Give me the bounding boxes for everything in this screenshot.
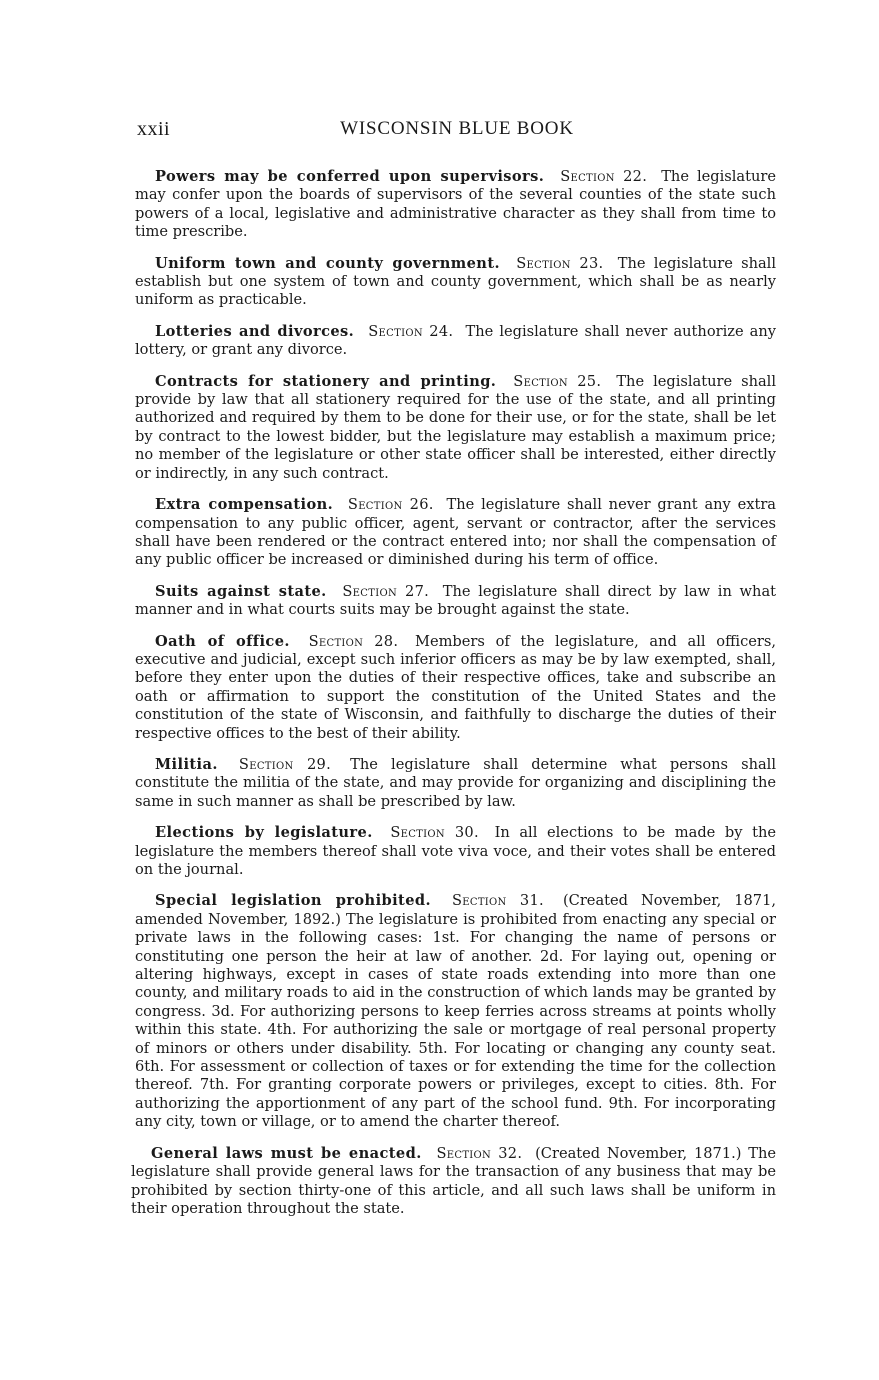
section-number: Section 26. xyxy=(347,496,434,514)
section-23 xyxy=(135,255,776,310)
section-text: The legislature shall direct by law in what manner and in what courts suits may be brought against the state. xyxy=(135,582,777,619)
section-25 xyxy=(135,373,776,483)
section-text: The legislature shall never grant any extra compensation to any public officer, agent, servant or contractor, after the services shall have been rendered or the contract entered into; nor shall the compensation of any public officer be increased or diminished during his term of office. xyxy=(135,496,777,569)
section-24 xyxy=(135,323,776,360)
section-heading: Extra compensation. xyxy=(155,496,334,514)
section-number: Section 30. xyxy=(390,824,479,842)
section-heading: Suits against state. xyxy=(155,582,327,600)
section-26 xyxy=(135,496,776,570)
page-number: xxii xyxy=(137,118,171,140)
section-text: The legislature shall determine what persons shall constitute the militia of the state, and may provide for organizing and disciplining the same in such manner as shall be prescribed by law. xyxy=(135,755,777,810)
section-text: The legislature shall establish but one system of town and county government, which shall be as nearly uniform as practicable. xyxy=(135,254,777,309)
section-28 xyxy=(135,633,776,743)
section-heading: Militia. xyxy=(155,755,218,773)
section-number: Section 24. xyxy=(368,322,454,340)
section-number: Section 28. xyxy=(308,632,399,650)
section-30 xyxy=(135,824,776,879)
section-heading: Oath of office. xyxy=(155,632,290,650)
section-text: (Created November, 1871, amended November, 1892.) The legislature is prohibited from enacting any special or private laws in the following cases: 1st. For changing the name of persons or constituting one person the heir at law of another. 2d. For laying out, opening or altering highways, except in cases of state roads extending into more than one county, and military roads to aid in the construction of which lands may be granted by congress. 3d. For authorizing persons to keep ferries across streams at points wholly within this state. 4th. For authorizing the sale or mortgage of real personal property of minors or others under disability. 5th. For locating or changing any county seat. 6th. For assessment or collection of taxes or for extending the time for the collection thereof. 7th. For granting corporate powers or privileges, except to cities. 8th. For authorizing the apportionment of any part of the school fund. 9th. For incorporating any city, town or village, or to amend the charter thereof. xyxy=(135,892,776,1131)
section-32 xyxy=(131,1145,776,1219)
section-number: Section 22. xyxy=(560,168,648,185)
section-27 xyxy=(135,583,776,620)
section-text: In all elections to be made by the legislature the members thereof shall vote viva voce, and their votes shall be entered on the journal. xyxy=(135,824,777,878)
section-text: The legislature shall never authorize any lottery, or grant any divorce. xyxy=(135,322,777,359)
section-29 xyxy=(135,756,776,811)
section-text: Members of the legislature, and all officers, executive and judicial, except such inferior officers as may be by law exempted, shall, before they enter upon the duties of their respective offices, take and subscribe an oath or affirmation to support the constitution of the United States and the constitution of the state of Wisconsin, and faithfully to discharge the duties of their respective offices to the best of their ability. xyxy=(135,632,777,742)
section-number: Section 31. xyxy=(451,892,544,910)
section-heading: Uniform town and county government. xyxy=(155,254,500,272)
section-text: The legislature may confer upon the boards of supervisors of the several counties of the state such powers of a local, legislative and administrative character as they shall from time to time prescribe. xyxy=(135,168,776,241)
section-number: Section 23. xyxy=(516,254,604,272)
section-31 xyxy=(135,892,776,1131)
section-heading: Lotteries and divorces. xyxy=(155,322,355,340)
section-22 xyxy=(135,168,776,242)
section-text: (Created November, 1871.) The legislature shall provide general laws for the transaction of any business that may be prohibited by section thirty-one of this article, and all such laws shall be uniform in their operation throughout the state. xyxy=(131,1144,776,1217)
section-number: Section 27. xyxy=(342,582,430,600)
section-heading: Elections by legislature. xyxy=(155,824,373,842)
section-number: Section 29. xyxy=(238,755,332,773)
section-heading: Powers may be conferred upon supervisors. xyxy=(155,168,545,185)
running-title: WISCONSIN BLUE BOOK xyxy=(340,118,574,139)
section-heading: Special legislation prohibited. xyxy=(155,892,431,910)
section-number: Section 25. xyxy=(513,372,602,390)
section-heading: General laws must be enacted. xyxy=(151,1144,422,1162)
section-text: The legislature shall provide by law that all stationery required for the use of the state, and all printing authorized and required by them to be done for their use, or for the state, shall be let by contract to the lowest bidder, but the legislature may establish a maximum price; no member of the legislature or other state officer shall be interested, either directly or indirectly, in any such contract. xyxy=(135,372,777,482)
section-heading: Contracts for stationery and printing. xyxy=(155,372,497,390)
page-header xyxy=(137,118,777,148)
section-number: Section 32. xyxy=(436,1144,523,1162)
body-text xyxy=(131,168,777,1231)
